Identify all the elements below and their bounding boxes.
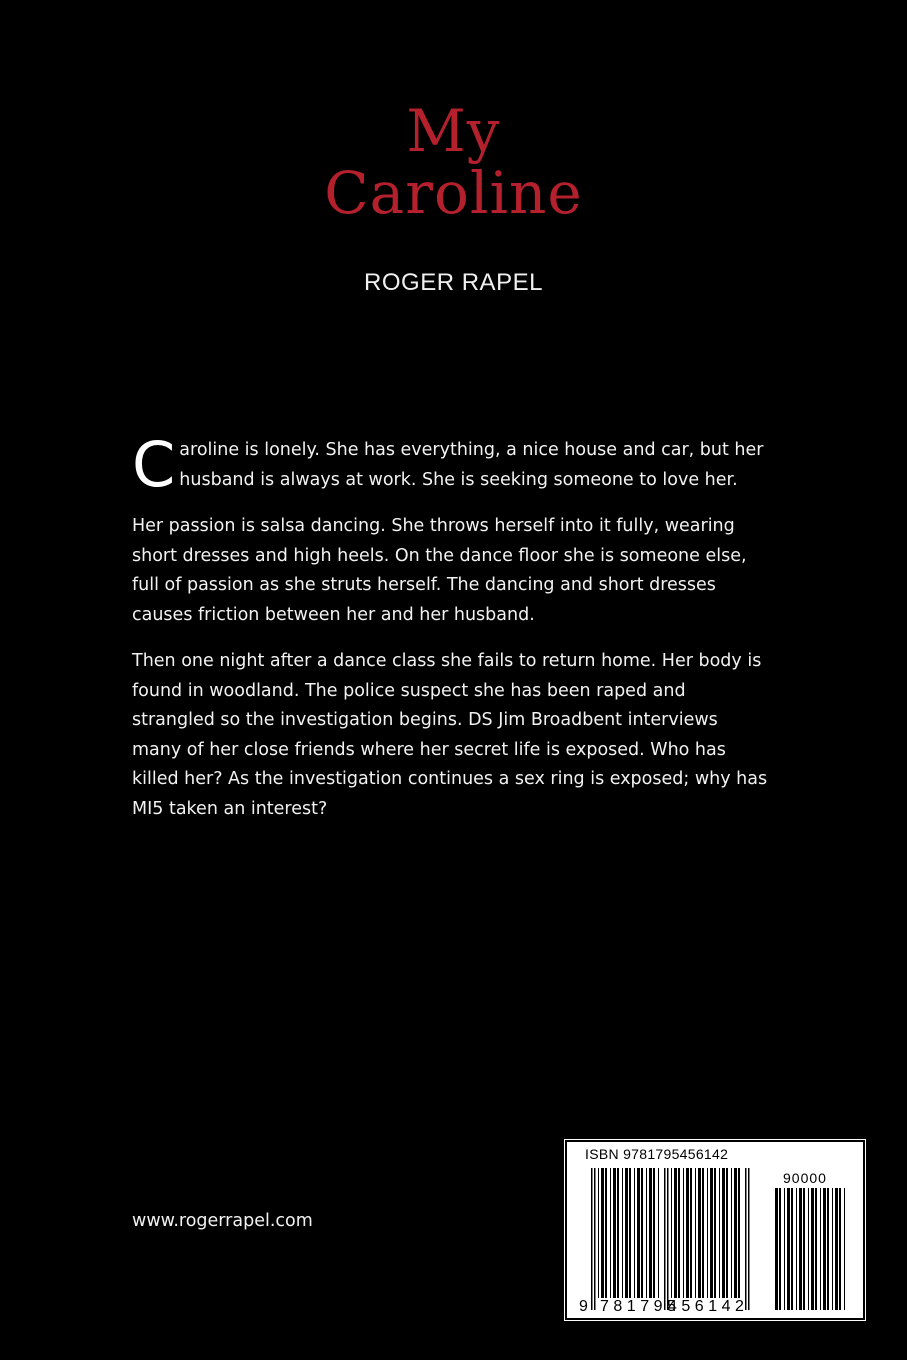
barcode-bar — [683, 1168, 684, 1298]
barcode-digits-left: 781795 — [600, 1298, 681, 1315]
barcode-bar — [722, 1168, 725, 1298]
barcode-bar — [678, 1168, 680, 1298]
barcode-bar — [671, 1168, 672, 1298]
author-name: ROGER RAPEL — [364, 269, 543, 296]
barcode-bar — [610, 1168, 611, 1298]
barcode-bar — [653, 1168, 655, 1298]
drop-cap: C — [132, 428, 176, 501]
blurb-paragraph-1-text: aroline is lonely. She has everything, a nice house and car, but her husband is always at work. She is seeking someone to love her. — [179, 440, 764, 490]
barcode-bar — [710, 1168, 713, 1298]
barcode-bar — [629, 1168, 631, 1298]
isbn-barcode-box — [565, 1140, 865, 1320]
barcode-bar — [731, 1168, 732, 1298]
title-line-1: My — [406, 97, 501, 165]
barcode-bar — [702, 1168, 704, 1298]
barcode-guard-bar — [748, 1168, 750, 1310]
barcode-bar — [827, 1188, 829, 1310]
barcode-bar — [787, 1188, 790, 1310]
barcode-bar — [775, 1188, 778, 1310]
barcode-bar — [808, 1188, 809, 1310]
barcode-bar — [734, 1168, 737, 1298]
price-addon: 90000 — [783, 1170, 827, 1186]
barcode-bars — [567, 1142, 863, 1318]
barcode-bar — [803, 1188, 805, 1310]
barcode-guard-bar — [594, 1168, 596, 1310]
barcode-bar — [634, 1168, 635, 1298]
blurb — [132, 428, 772, 841]
barcode-digits-right: 456142 — [668, 1298, 749, 1315]
barcode-bar — [695, 1168, 696, 1298]
barcode-guard-bar — [664, 1168, 666, 1310]
book-title — [0, 97, 907, 227]
barcode-bar — [617, 1168, 619, 1298]
barcode-bar — [649, 1168, 652, 1298]
barcode-bar — [598, 1168, 599, 1298]
barcode-bar — [690, 1168, 692, 1298]
barcode-bar — [738, 1168, 740, 1298]
barcode-bar — [784, 1188, 785, 1310]
barcode-bar — [839, 1188, 841, 1310]
barcode-bar — [835, 1188, 838, 1310]
barcode-bar — [823, 1188, 826, 1310]
barcode-bar — [796, 1188, 797, 1310]
barcode-bar — [707, 1168, 708, 1298]
barcode-bar — [686, 1168, 689, 1298]
isbn-label: ISBN 9781795456142 — [585, 1146, 729, 1162]
barcode-bar — [646, 1168, 647, 1298]
website-url: www.rogerrapel.com — [132, 1211, 313, 1231]
barcode-bar — [779, 1188, 781, 1310]
barcode-bar — [714, 1168, 716, 1298]
barcode-bar — [719, 1168, 720, 1298]
barcode-digit-first: 9 — [579, 1298, 588, 1315]
barcode-bar — [605, 1168, 607, 1298]
barcode-bar — [799, 1188, 802, 1310]
barcode-bar — [601, 1168, 604, 1298]
barcode-bar — [698, 1168, 701, 1298]
barcode-bar — [637, 1168, 640, 1298]
blurb-paragraph-2: Her passion is salsa dancing. She throws herself into it fully, wearing short dresses and high heels. On the dance floor she is someone else, full of passion as she struts herself. The dancing and short dresses causes friction between her and her husband. — [132, 516, 747, 625]
blurb-paragraph-3: Then one night after a dance class she fails to return home. Her body is found in woodland. The police suspect she has been raped and strangled so the investigation begins. DS Jim Broadbent interviews many of her close friends where her secret life is exposed. Who has killed her? As the investigation continues a sex ring is exposed; why has MI5 taken an interest? — [132, 651, 768, 819]
title-line-2: Caroline — [324, 159, 583, 227]
barcode-bar — [658, 1168, 659, 1298]
barcode-bar — [613, 1168, 616, 1298]
barcode-bar — [641, 1168, 643, 1298]
barcode-guard-bar — [667, 1168, 669, 1310]
barcode-bar — [832, 1188, 833, 1310]
barcode-bar — [815, 1188, 817, 1310]
barcode-bar — [726, 1168, 728, 1298]
barcode-bar — [625, 1168, 628, 1298]
barcode-bar — [811, 1188, 814, 1310]
barcode-guard-bar — [591, 1168, 593, 1310]
barcode-bar — [844, 1188, 845, 1310]
barcode-bar — [622, 1168, 623, 1298]
blurb-paragraph-1 — [132, 428, 772, 501]
barcode-bar — [820, 1188, 821, 1310]
barcode-guard-bar — [745, 1168, 747, 1310]
barcode-bar — [791, 1188, 793, 1310]
barcode-bar — [674, 1168, 677, 1298]
